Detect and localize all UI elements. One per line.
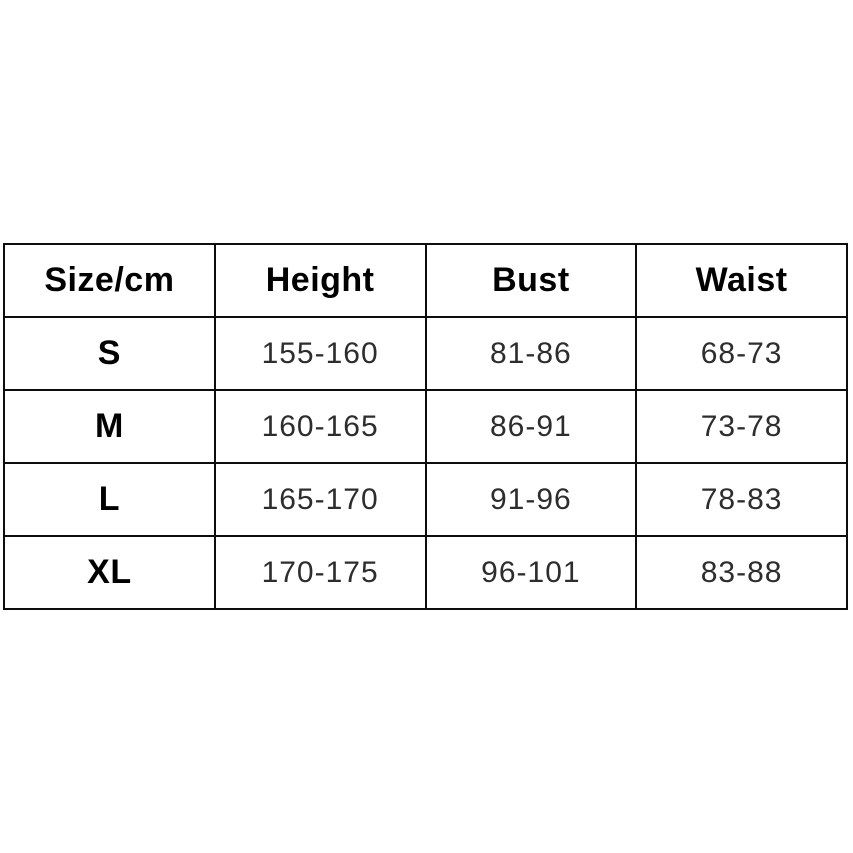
waist-cell: 83-88 xyxy=(636,536,847,609)
bust-cell: 86-91 xyxy=(426,390,637,463)
table-row-m xyxy=(4,390,847,463)
size-chart-table xyxy=(3,243,848,610)
waist-cell: 68-73 xyxy=(636,317,847,390)
column-header-size: Size/cm xyxy=(4,244,215,317)
waist-cell: 73-78 xyxy=(636,390,847,463)
table-row-l xyxy=(4,463,847,536)
bust-cell: 96-101 xyxy=(426,536,637,609)
table-row-s xyxy=(4,317,847,390)
height-cell: 155-160 xyxy=(215,317,426,390)
height-cell: 165-170 xyxy=(215,463,426,536)
waist-cell: 78-83 xyxy=(636,463,847,536)
size-chart-header xyxy=(4,244,847,317)
header-row xyxy=(4,244,847,317)
column-header-waist: Waist xyxy=(636,244,847,317)
size-cell: M xyxy=(4,390,215,463)
size-chart-body xyxy=(4,317,847,609)
height-cell: 160-165 xyxy=(215,390,426,463)
table-row-xl xyxy=(4,536,847,609)
column-header-height: Height xyxy=(215,244,426,317)
size-cell: L xyxy=(4,463,215,536)
size-cell: XL xyxy=(4,536,215,609)
bust-cell: 91-96 xyxy=(426,463,637,536)
height-cell: 170-175 xyxy=(215,536,426,609)
column-header-bust: Bust xyxy=(426,244,637,317)
bust-cell: 81-86 xyxy=(426,317,637,390)
size-cell: S xyxy=(4,317,215,390)
